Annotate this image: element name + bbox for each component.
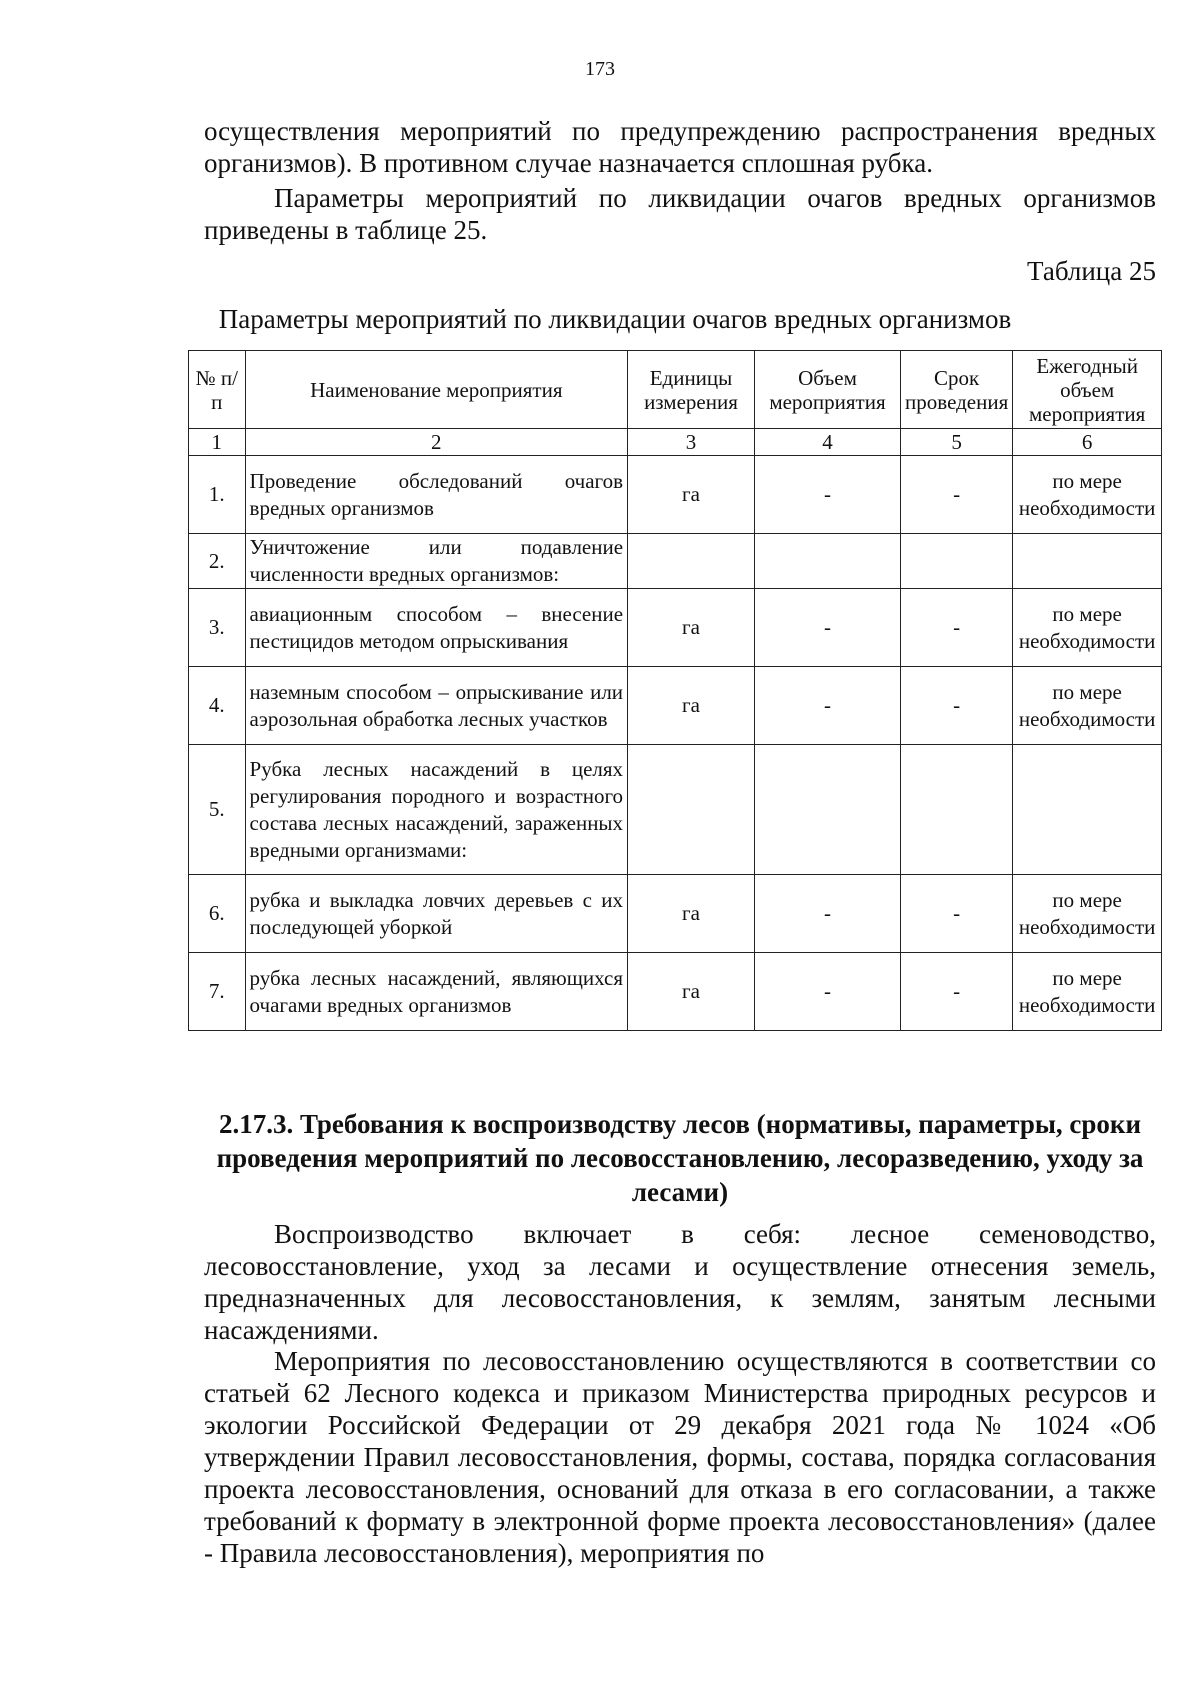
header-name: Наименование мероприятия — [245, 351, 628, 429]
row-volume: - — [754, 589, 900, 667]
row-annual: по мере необходимости — [1013, 875, 1162, 953]
header-term: Срок проведения — [901, 351, 1013, 429]
row-unit: га — [628, 589, 755, 667]
section-heading: 2.17.3. Требования к воспроизводству лесов (нормативы, параметры, сроки проведения мероприятий по лесовосстановлению, лесоразведению, уходу за лесами) — [216, 1109, 1144, 1207]
row-name: Проведение обследований очагов вредных организмов — [245, 456, 628, 534]
row-term: - — [901, 589, 1013, 667]
row-term — [901, 745, 1013, 875]
row-volume: - — [754, 667, 900, 745]
paragraph-reproduction — [204, 1218, 1156, 1346]
table-row — [189, 589, 1162, 667]
row-unit — [628, 745, 755, 875]
header-num: № п/п — [189, 351, 246, 429]
table-row — [189, 953, 1162, 1031]
row-unit: га — [628, 953, 755, 1031]
row-unit: га — [628, 875, 755, 953]
row-unit: га — [628, 667, 755, 745]
index-cell: 6 — [1013, 429, 1162, 456]
row-annual: по мере необходимости — [1013, 589, 1162, 667]
row-unit — [628, 534, 755, 589]
index-cell: 4 — [754, 429, 900, 456]
paragraph-reforestation-text: Мероприятия по лесовосстановлению осуществляются в соответствии со статьей 62 Лесного кодекса и приказом Министерства природных ресурсов и экологии Российской Федерации от 29 декабря 2021 года № 1024 «Об утверждении Правил лесовосстановления, формы, состава, порядка согласования проекта лесовосстановления, оснований для отказа в его согласовании, а также требований к формату в электронной форме проекта лесовосстановления» (далее - Правила лесовосстановления), мероприятия по — [204, 1346, 1156, 1568]
row-num: 3. — [189, 589, 246, 667]
row-annual: по мере необходимости — [1013, 667, 1162, 745]
index-cell: 2 — [245, 429, 628, 456]
row-name: наземным способом – опрыскивание или аэрозольная обработка лесных участков — [245, 667, 628, 745]
paragraph-intro: осуществления мероприятий по предупреждению распространения вредных организмов). В противном случае назначается сплошная рубка. — [204, 116, 1156, 178]
index-cell: 3 — [628, 429, 755, 456]
pest-measures-table — [188, 350, 1162, 1031]
row-num: 2. — [189, 534, 246, 589]
row-unit: га — [628, 456, 755, 534]
table-index-row — [189, 429, 1162, 456]
page-number: 173 — [585, 58, 615, 80]
header-annual: Ежегодный объем мероприятия — [1013, 351, 1162, 429]
table-row — [189, 534, 1162, 589]
row-name: рубка и выкладка ловчих деревьев с их последующей уборкой — [245, 875, 628, 953]
row-name: Уничтожение или подавление численности вредных организмов: — [245, 534, 628, 589]
row-term: - — [901, 875, 1013, 953]
table-row — [189, 456, 1162, 534]
table-row — [189, 875, 1162, 953]
paragraph-reforestation — [204, 1345, 1156, 1569]
row-term: - — [901, 667, 1013, 745]
table-header-row — [189, 351, 1162, 429]
paragraph-table-reference — [204, 182, 1156, 246]
paragraph-reproduction-text: Воспроизводство включает в себя: лесное семеноводство, лесовосстановление, уход за лесами и осуществление отнесения земель, предназначенных для лесовосстановления, к землям, занятым лесными насаждениями. — [204, 1219, 1156, 1345]
row-num: 6. — [189, 875, 246, 953]
table-row — [189, 745, 1162, 875]
header-unit: Единицы измерения — [628, 351, 755, 429]
row-num: 7. — [189, 953, 246, 1031]
row-annual: по мере необходимости — [1013, 456, 1162, 534]
paragraph-table-reference-text: Параметры мероприятий по ликвидации очагов вредных организмов приведены в таблице 25. — [204, 183, 1156, 245]
row-num: 1. — [189, 456, 246, 534]
index-cell: 5 — [901, 429, 1013, 456]
row-annual — [1013, 745, 1162, 875]
row-num: 5. — [189, 745, 246, 875]
row-term — [901, 534, 1013, 589]
index-cell: 1 — [189, 429, 246, 456]
header-volume: Объем мероприятия — [754, 351, 900, 429]
row-name: авиационным способом – внесение пестицидов методом опрыскивания — [245, 589, 628, 667]
table-label: Таблица 25 — [1027, 256, 1156, 286]
row-volume: - — [754, 953, 900, 1031]
row-name: рубка лесных насаждений, являющихся очагами вредных организмов — [245, 953, 628, 1031]
row-name: Рубка лесных насаждений в целях регулирования породного и возрастного состава лесных насаждений, зараженных вредными организмами: — [245, 745, 628, 875]
row-volume: - — [754, 456, 900, 534]
row-term: - — [901, 456, 1013, 534]
row-volume — [754, 534, 900, 589]
row-term: - — [901, 953, 1013, 1031]
row-volume — [754, 745, 900, 875]
row-annual: по мере необходимости — [1013, 953, 1162, 1031]
table-row — [189, 667, 1162, 745]
row-num: 4. — [189, 667, 246, 745]
row-volume: - — [754, 875, 900, 953]
row-annual — [1013, 534, 1162, 589]
table-title: Параметры мероприятий по ликвидации очагов вредных организмов — [218, 304, 1012, 334]
